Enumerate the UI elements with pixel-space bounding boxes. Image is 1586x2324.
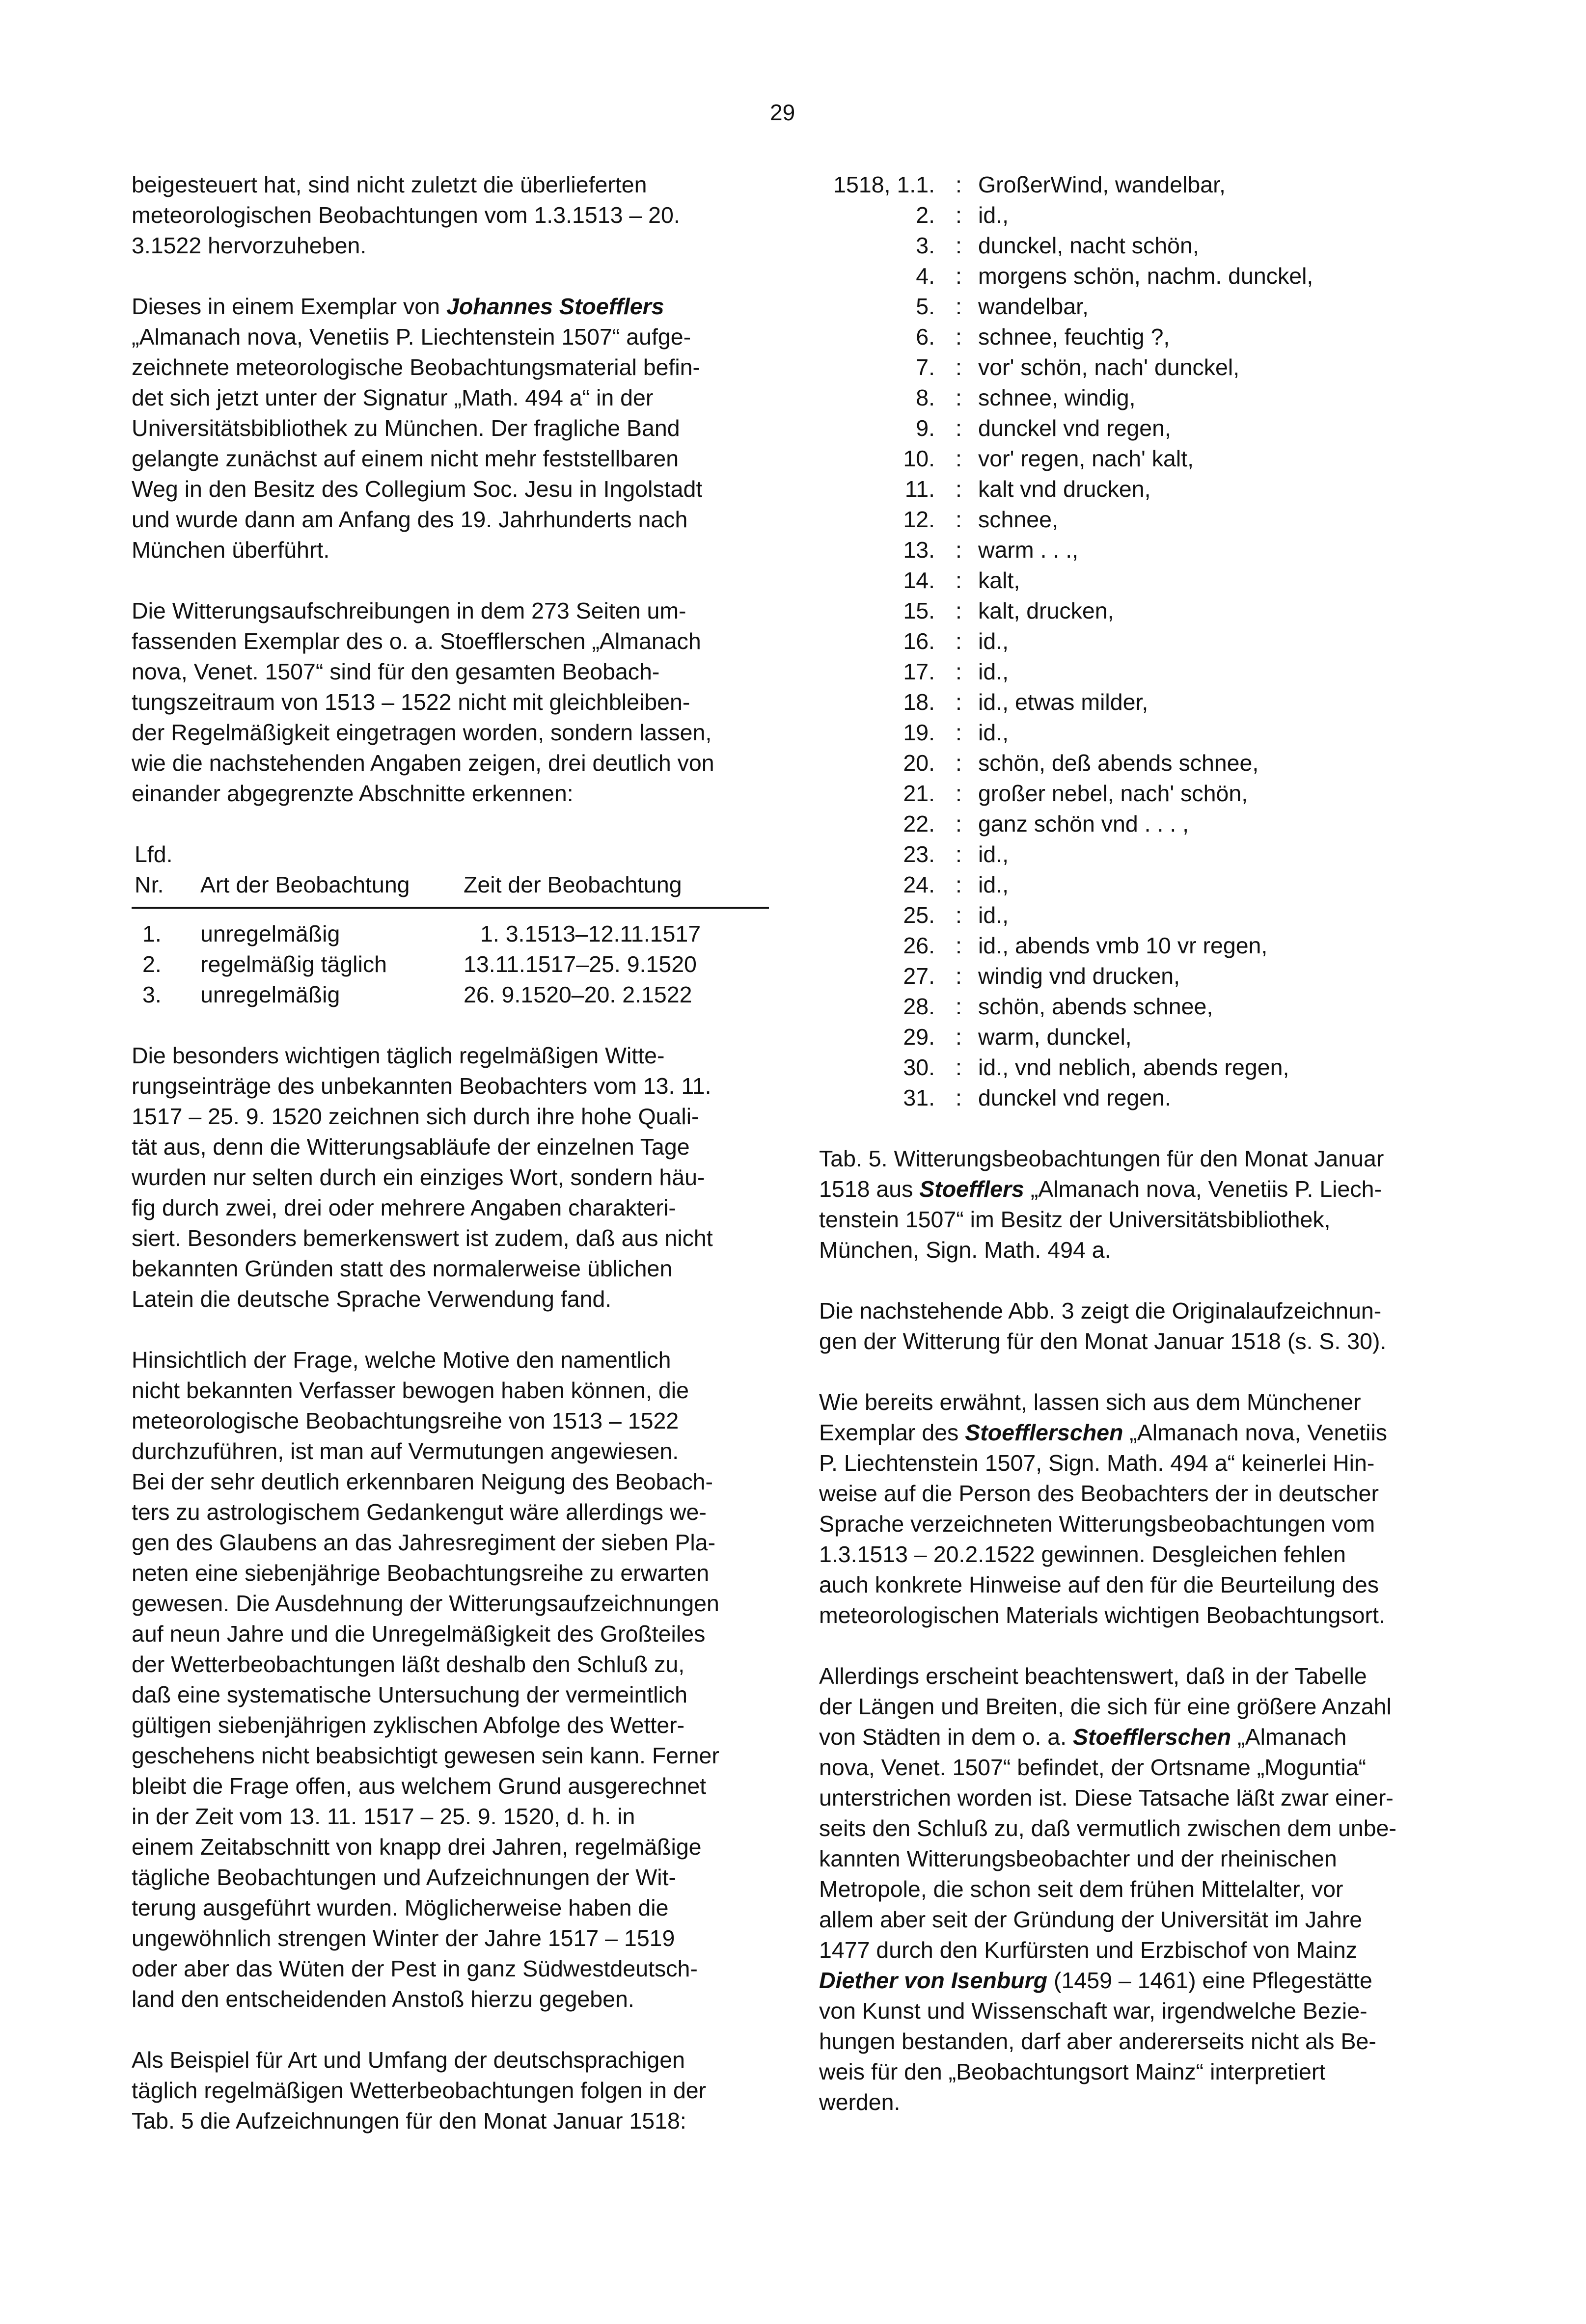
table-row: 1. unregelmäßig 1. 3.1513–12.11.1517 bbox=[142, 921, 701, 946]
paragraph-witterungsaufschreibungen: Die Witterungsaufschreibungen in dem 273 Seiten um- fassenden Exemplar des o. a. Stoefflerschen „Almanach nova, Venet. 1507“ sind für den gesamten Beobach- tungszeitraum von 1513 – 1522 nicht mit gleichbleiben- der Regelmäßigkeit eingetragen worden, sondern lassen, wie die nachstehenden Angaben zeigen, drei deutlich von einander abgegrenzte Abschnitte erkennen: bbox=[132, 598, 714, 806]
observation-row bbox=[819, 504, 1456, 535]
paragraph-intro: beigesteuert hat, sind nicht zuletzt die überlieferten meteorologischen Beobachtungen vom 1.3.1513 – 20. 3.1522 hervorzuheben. bbox=[132, 172, 680, 258]
observation-day: 22. bbox=[903, 811, 935, 837]
observation-row bbox=[819, 413, 1456, 443]
observation-day: 21. bbox=[903, 781, 935, 806]
observation-text: kalt, drucken, bbox=[978, 598, 1114, 623]
paragraph-moguntia: Allerdings erscheint beachtenswert, daß in der Tabelle der Längen und Breiten, die sich für eine größere Anzahl von Städten in dem o. a. Stoefflerschen „Almanach nova, Venet. 1507“ befindet, der Ortsname „Moguntia“ unterstrichen worden ist. Diese Tatsache läßt zwar einer- seits den Schluß zu, daß vermutlich zwischen dem unbe- kannten Witterungsbeobachter und der rheinischen Metropole, die schon seit dem frühen Mittelalter, vor allem aber seit der Gründung der Universität im Jahre 1477 durch den Kurfürsten und Erzbischof von Mainz Diether von Isenburg (1459 – 1461) eine Pflegestätte von Kunst und Wissenschaft war, irgendwelche Bezie- hungen bestanden, darf aber andererseits nicht als Be- weis für den „Beobachtungsort Mainz“ interpretiert werden. bbox=[819, 1663, 1396, 2115]
observation-text: dunckel vnd regen. bbox=[978, 1085, 1171, 1110]
observation-row bbox=[819, 169, 1456, 200]
observation-day: 20. bbox=[903, 750, 935, 776]
observation-day: 26. bbox=[903, 933, 935, 958]
observation-text: großer nebel, nach' schön, bbox=[978, 781, 1248, 806]
observation-day: 29. bbox=[903, 1024, 935, 1050]
observation-text: id., bbox=[978, 872, 1009, 897]
observation-separator: : bbox=[956, 720, 962, 745]
table-header bbox=[132, 839, 769, 900]
observation-separator: : bbox=[956, 659, 962, 684]
table-rule bbox=[132, 907, 769, 909]
observation-day: 11. bbox=[904, 476, 935, 502]
author-name: Stoefflerschen bbox=[1073, 1724, 1231, 1750]
observation-text: wandelbar, bbox=[978, 294, 1089, 319]
weather-observation-list bbox=[819, 169, 1456, 1113]
observation-separator: : bbox=[956, 872, 962, 897]
observation-separator: : bbox=[956, 202, 962, 228]
observation-separator: : bbox=[956, 354, 962, 380]
observation-separator: : bbox=[956, 537, 962, 563]
observation-row bbox=[819, 656, 1456, 687]
observation-text: id., bbox=[978, 659, 1009, 684]
observation-day: 10. bbox=[903, 446, 935, 471]
observation-day: 14. bbox=[903, 567, 935, 593]
observation-row bbox=[819, 322, 1456, 352]
observation-day: 16. bbox=[903, 628, 935, 654]
observation-row bbox=[819, 839, 1456, 869]
observation-text: id., bbox=[978, 628, 1009, 654]
observation-day: 1518, 1.1. bbox=[833, 172, 935, 197]
header-art: Art der Beobachtung bbox=[200, 872, 410, 897]
observation-separator: : bbox=[956, 994, 962, 1019]
observation-text: vor' schön, nach' dunckel, bbox=[978, 354, 1240, 380]
observation-periods-table bbox=[132, 839, 769, 1010]
observation-text: id., bbox=[978, 720, 1009, 745]
observation-row bbox=[819, 930, 1456, 961]
observation-row bbox=[819, 961, 1456, 991]
observation-text: warm, dunckel, bbox=[978, 1024, 1132, 1050]
observation-text: id., vnd neblich, abends regen, bbox=[978, 1054, 1289, 1080]
observation-row bbox=[819, 352, 1456, 382]
observation-row bbox=[819, 565, 1456, 595]
observation-text: morgens schön, nachm. dunckel, bbox=[978, 263, 1313, 289]
observation-text: windig vnd drucken, bbox=[978, 963, 1180, 989]
observation-row bbox=[819, 809, 1456, 839]
observation-separator: : bbox=[956, 841, 962, 867]
observation-text: schön, abends schnee, bbox=[978, 994, 1213, 1019]
observation-text: id., etwas milder, bbox=[978, 689, 1148, 715]
observation-text: kalt, bbox=[978, 567, 1020, 593]
observation-text: id., bbox=[978, 202, 1009, 228]
observation-text: dunckel vnd regen, bbox=[978, 415, 1171, 441]
observation-separator: : bbox=[956, 263, 962, 289]
observation-day: 7. bbox=[916, 354, 935, 380]
observation-day: 8. bbox=[916, 385, 935, 410]
observation-day: 4. bbox=[916, 263, 935, 289]
table-caption: Tab. 5. Witterungsbeobachtungen für den Monat Januar 1518 aus Stoefflers „Almanach nova, Venetiis P. Liech- tenstein 1507“ im Besitz der Universitätsbibliothek, München, Sign. Math. 494 a. bbox=[819, 1146, 1384, 1263]
observation-day: 6. bbox=[916, 324, 935, 350]
right-column bbox=[819, 169, 1456, 2117]
observation-separator: : bbox=[956, 567, 962, 593]
observation-row bbox=[819, 1052, 1456, 1082]
paragraph-regelmaessige-eintraege: Die besonders wichtigen täglich regelmäßigen Witte- rungseinträge des unbekannten Beobachters vom 13. 11. 1517 – 25. 9. 1520 zeichnen sich durch ihre hohe Quali- tät aus, denn die Witterungsabläufe der einzelnen Tage wurden nur selten durch ein einziges Wort, sondern häu- fig durch zwei, drei oder mehrere Angaben charakteri- siert. Besonders bemerkenswert ist zudem, daß aus nicht bekannten Gründen statt des normalerweise üblichen Latein die deutsche Sprache Verwendung fand. bbox=[132, 1043, 713, 1312]
observation-text: ganz schön vnd . . . , bbox=[978, 811, 1189, 837]
observation-row bbox=[819, 474, 1456, 504]
observation-day: 12. bbox=[903, 507, 935, 532]
observation-separator: : bbox=[956, 1024, 962, 1050]
table-row: 3. unregelmäßig 26. 9.1520–20. 2.1522 bbox=[142, 982, 692, 1007]
observation-day: 31. bbox=[903, 1085, 935, 1110]
observation-row bbox=[819, 778, 1456, 809]
observation-row bbox=[819, 535, 1456, 565]
observation-day: 18. bbox=[903, 689, 935, 715]
observation-row bbox=[819, 200, 1456, 230]
observation-separator: : bbox=[956, 415, 962, 441]
observation-text: id., bbox=[978, 902, 1009, 928]
observation-text: vor' regen, nach' kalt, bbox=[978, 446, 1194, 471]
observation-day: 2. bbox=[916, 202, 935, 228]
page-number: 29 bbox=[770, 100, 795, 125]
observation-day: 28. bbox=[903, 994, 935, 1019]
observation-row bbox=[819, 382, 1456, 413]
paragraph-motive: Hinsichtlich der Frage, welche Motive den namentlich nicht bekannten Verfasser bewogen haben können, die meteorologische Beobachtungsreihe von 1513 – 1522 durchzuführen, ist man auf Vermutungen angewiesen. Bei der sehr deutlich erkennbaren Neigung des Beobach- ters zu astrologischem Gedankengut wäre allerdings we- gen des Glaubens an das Jahresregiment der sieben Pla- neten eine siebenjährige Beobachtungsreihe zu erwarten gewesen. Die Ausdehnung der Witterungsaufzeichnungen auf neun Jahre und die Unregelmäßigkeit des Großteiles der Wetterbeobachtungen läßt deshalb den Schluß zu, daß eine systematische Untersuchung der vermeintlich gültigen siebenjährigen zyklischen Abfolge des Wetter- geschehens nicht beabsichtigt gewesen sein kann. Ferner bleibt die Frage offen, aus welchem Grund ausgerechnet in der Zeit vom 13. 11. 1517 – 25. 9. 1520, d. h. in einem Zeitabschnitt von knapp drei Jahren, regelmäßige tägliche Beobachtungen und Aufzeichnungen der Wit- terung ausgeführt wurden. Möglicherweise haben die ungewöhnlich strengen Winter der Jahre 1517 – 1519 oder aber das Wüten der Pest in ganz Südwestdeutsch- land den entscheidenden Anstoß hierzu gegeben. bbox=[132, 1347, 719, 2012]
observation-day: 17. bbox=[903, 659, 935, 684]
observation-row bbox=[819, 1082, 1456, 1113]
observation-row bbox=[819, 748, 1456, 778]
observation-text: dunckel, nacht schön, bbox=[978, 233, 1199, 258]
observation-day: 15. bbox=[903, 598, 935, 623]
observation-row bbox=[819, 291, 1456, 322]
observation-row bbox=[819, 687, 1456, 717]
observation-separator: : bbox=[956, 446, 962, 471]
observation-row bbox=[819, 991, 1456, 1022]
observation-row bbox=[819, 261, 1456, 291]
observation-separator: : bbox=[956, 781, 962, 806]
header-zeit: Zeit der Beobachtung bbox=[464, 872, 682, 897]
table-row: 2. regelmäßig täglich 13.11.1517–25. 9.1520 bbox=[142, 951, 697, 977]
observation-row bbox=[819, 869, 1456, 900]
author-name: Stoefflerschen bbox=[965, 1420, 1123, 1445]
observation-separator: : bbox=[956, 385, 962, 410]
paragraph-abb3: Die nachstehende Abb. 3 zeigt die Originalaufzeichnun- gen der Witterung für den Monat Januar 1518 (s. S. 30). bbox=[819, 1298, 1387, 1354]
header-nr: Nr. bbox=[135, 872, 164, 897]
observation-separator: : bbox=[956, 933, 962, 958]
observation-day: 27. bbox=[903, 963, 935, 989]
observation-separator: : bbox=[956, 628, 962, 654]
observation-day: 5. bbox=[916, 294, 935, 319]
observation-separator: : bbox=[956, 507, 962, 532]
observation-day: 30. bbox=[903, 1054, 935, 1080]
observation-separator: : bbox=[956, 689, 962, 715]
observation-row bbox=[819, 1022, 1456, 1052]
header-lfd: Lfd. bbox=[135, 841, 173, 867]
observation-day: 19. bbox=[903, 720, 935, 745]
observation-separator: : bbox=[956, 1054, 962, 1080]
observation-day: 3. bbox=[916, 233, 935, 258]
observation-separator: : bbox=[956, 233, 962, 258]
observation-row bbox=[819, 230, 1456, 261]
observation-row bbox=[819, 626, 1456, 656]
observation-separator: : bbox=[956, 324, 962, 350]
observation-day: 24. bbox=[903, 872, 935, 897]
paragraph-beispiel: Als Beispiel für Art und Umfang der deutschsprachigen täglich regelmäßigen Wetterbeobachtungen folgen in der Tab. 5 die Aufzeichnungen für den Monat Januar 1518: bbox=[132, 2047, 707, 2134]
observation-text: warm . . ., bbox=[978, 537, 1079, 563]
observation-text: id., bbox=[978, 841, 1009, 867]
observation-separator: : bbox=[956, 963, 962, 989]
observation-row bbox=[819, 595, 1456, 626]
author-name: Stoefflers bbox=[919, 1176, 1024, 1202]
observation-separator: : bbox=[956, 476, 962, 502]
observation-day: 23. bbox=[903, 841, 935, 867]
paragraph-muenchener-exemplar: Wie bereits erwähnt, lassen sich aus dem Münchener Exemplar des Stoefflerschen „Almanach nova, Venetiis P. Liechtenstein 1507, Sign. Math. 494 a“ keinerlei Hin- weise auf die Person des Beobachters der in deutscher Sprache verzeichneten Witterungsbeobachtungen vom 1.3.1513 – 20.2.1522 gewinnen. Desgleichen fehlen auch konkrete Hinweise auf den für die Beurteilung des meteorologischen Materials wichtigen Beobachtungsort. bbox=[819, 1389, 1388, 1628]
observation-separator: : bbox=[956, 172, 962, 197]
observation-text: schnee, bbox=[978, 507, 1058, 532]
observation-separator: : bbox=[956, 1085, 962, 1110]
observation-text: schnee, windig, bbox=[978, 385, 1136, 410]
observation-day: 25. bbox=[903, 902, 935, 928]
observation-text: schnee, feuchtig ?, bbox=[978, 324, 1170, 350]
left-column bbox=[132, 169, 769, 2136]
observation-separator: : bbox=[956, 902, 962, 928]
observation-separator: : bbox=[956, 598, 962, 623]
observation-text: id., abends vmb 10 vr regen, bbox=[978, 933, 1268, 958]
observation-text: GroßerWind, wandelbar, bbox=[978, 172, 1226, 197]
observation-day: 13. bbox=[903, 537, 935, 563]
observation-row bbox=[819, 900, 1456, 930]
observation-separator: : bbox=[956, 294, 962, 319]
observation-text: schön, deß abends schnee, bbox=[978, 750, 1259, 776]
observation-separator: : bbox=[956, 811, 962, 837]
observation-separator: : bbox=[956, 750, 962, 776]
paragraph-stoeffler-exemplar: Dieses in einem Exemplar von Johannes Stoefflers „Almanach nova, Venetiis P. Liechtenstein 1507“ aufge- zeichnete meteorologische Beobachtungsmaterial befin- det sich jetzt unter der Signatur „Math. 494 a“ in der Universitätsbibliothek zu München. Der fragliche Band gelangte zunächst auf einem nicht mehr feststellbaren Weg in den Besitz des Collegium Soc. Jesu in Ingolstadt und wurde dann am Anfang des 19. Jahrhunderts nach München überführt. bbox=[132, 294, 703, 563]
observation-day: 9. bbox=[916, 415, 935, 441]
author-name: Diether von Isenburg bbox=[819, 1968, 1048, 1993]
observation-row bbox=[819, 717, 1456, 748]
author-name: Johannes Stoefflers bbox=[446, 294, 664, 319]
observation-row bbox=[819, 443, 1456, 474]
observation-text: kalt vnd drucken, bbox=[978, 476, 1151, 502]
